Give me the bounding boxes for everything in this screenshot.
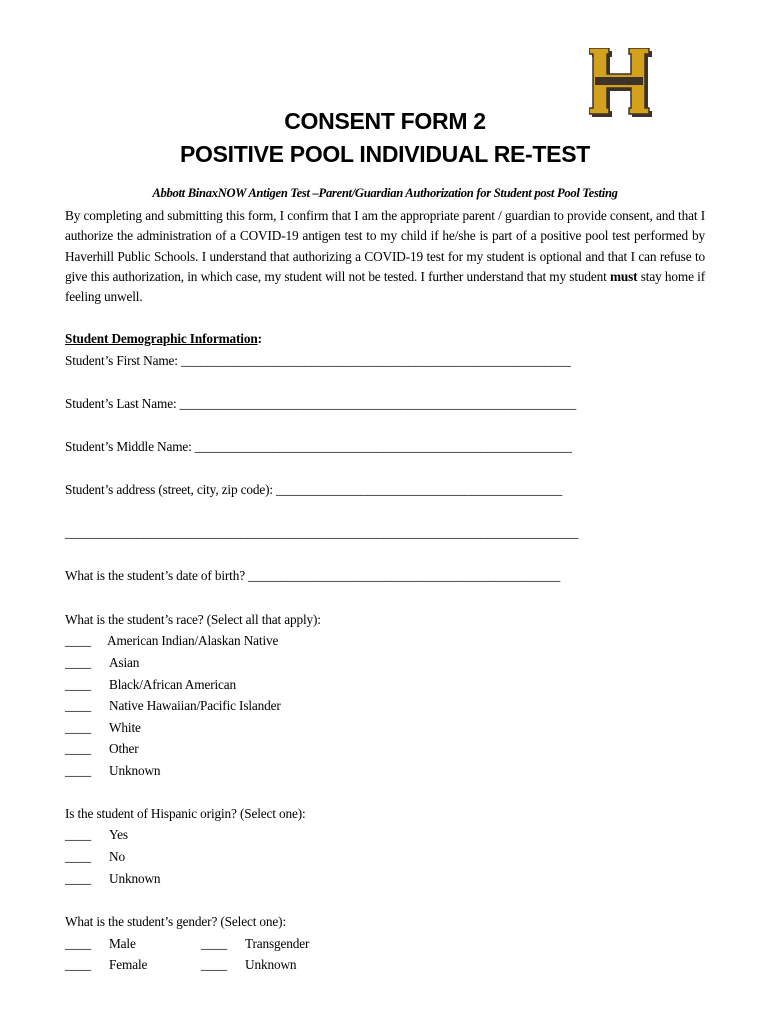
checkbox-blank[interactable]: ____ (65, 698, 91, 713)
checkbox-blank[interactable]: ____ (65, 936, 91, 951)
race-option[interactable] (65, 741, 139, 757)
gender-question: What is the student’s gender? (Select one): (65, 914, 286, 929)
option-label: Unknown (109, 871, 161, 886)
form-subtitle: Abbott BinaxNOW Antigen Test –Parent/Guardian Authorization for Student post Pool Testing (152, 186, 618, 200)
address-field-line2[interactable]: _______________________________________________________________________________ (65, 525, 579, 540)
race-option[interactable] (65, 677, 236, 693)
hispanic-option[interactable] (65, 849, 125, 865)
checkbox-blank[interactable]: ____ (201, 936, 227, 951)
checkbox-blank[interactable]: ____ (65, 633, 91, 648)
race-option[interactable] (65, 720, 141, 736)
option-label: Black/African American (109, 677, 237, 692)
gender-option[interactable] (65, 957, 147, 973)
section-heading-colon: : (257, 331, 262, 346)
consent-paragraph (65, 206, 705, 307)
checkbox-blank[interactable]: ____ (65, 720, 91, 735)
dob-field[interactable]: What is the student’s date of birth? ________________________________________________ (65, 568, 561, 583)
option-label: Unknown (245, 957, 297, 972)
checkbox-blank[interactable]: ____ (65, 871, 91, 886)
hispanic-option[interactable] (65, 827, 128, 843)
demographics-heading (65, 331, 262, 347)
gender-option[interactable] (65, 936, 136, 952)
option-label: Female (109, 957, 148, 972)
checkbox-blank[interactable]: ____ (65, 827, 91, 842)
option-label: Asian (109, 655, 140, 670)
checkbox-blank[interactable]: ____ (65, 677, 91, 692)
gender-option[interactable] (201, 957, 296, 973)
section-heading: Student Demographic Information (65, 331, 258, 346)
form-title-line2: POSITIVE POOL INDIVIDUAL RE-TEST (180, 141, 590, 167)
race-option[interactable] (65, 633, 278, 649)
checkbox-blank[interactable]: ____ (65, 763, 91, 778)
checkbox-blank[interactable]: ____ (65, 655, 91, 670)
option-label: Native Hawaiian/Pacific Islander (109, 698, 281, 713)
checkbox-blank[interactable]: ____ (65, 741, 91, 756)
race-option[interactable] (65, 763, 160, 779)
address-field[interactable]: Student’s address (street, city, zip code): ____________________________________________ (65, 482, 563, 497)
consent-text-2: stay home if feeling unwell. (65, 268, 705, 305)
gender-option[interactable] (201, 936, 309, 952)
checkbox-blank[interactable]: ____ (65, 849, 91, 864)
option-label: White (109, 720, 141, 735)
race-option[interactable] (65, 655, 139, 671)
last-name-field[interactable]: Student’s Last Name: _____________________________________________________________ (65, 396, 577, 411)
checkbox-blank[interactable]: ____ (65, 957, 91, 972)
option-label: Other (109, 741, 139, 756)
option-label: No (109, 849, 125, 864)
race-question: What is the student’s race? (Select all that apply): (65, 612, 321, 627)
hispanic-question: Is the student of Hispanic origin? (Select one): (65, 806, 306, 821)
option-label: Transgender (245, 936, 310, 951)
option-label: Unknown (109, 763, 161, 778)
hispanic-option[interactable] (65, 871, 160, 887)
form-title: CONSENT FORM 2 (284, 108, 486, 134)
first-name-field[interactable]: Student’s First Name: ____________________________________________________________ (65, 353, 571, 368)
race-option[interactable] (65, 698, 281, 714)
consent-emphasis: must (609, 268, 638, 284)
checkbox-blank[interactable]: ____ (201, 957, 227, 972)
option-label: American Indian/Alaskan Native (107, 633, 279, 648)
option-label: Yes (109, 827, 128, 842)
option-label: Male (109, 936, 136, 951)
consent-text-1: By completing and submitting this form, I confirm that I am the appropriate parent / guardian to provide consent, and that I authorize the administration of a COVID-19 antigen test to my child if he/she is part of a positive pool test performed by Haverhill Public Schools. I understand that authorizing a COVID-19 test for my student is optional and that I can refuse to give this authorization, in which case, my student will not be tested. I further understand that my student (65, 208, 705, 284)
middle-name-field[interactable]: Student’s Middle Name: __________________________________________________________ (65, 439, 572, 454)
